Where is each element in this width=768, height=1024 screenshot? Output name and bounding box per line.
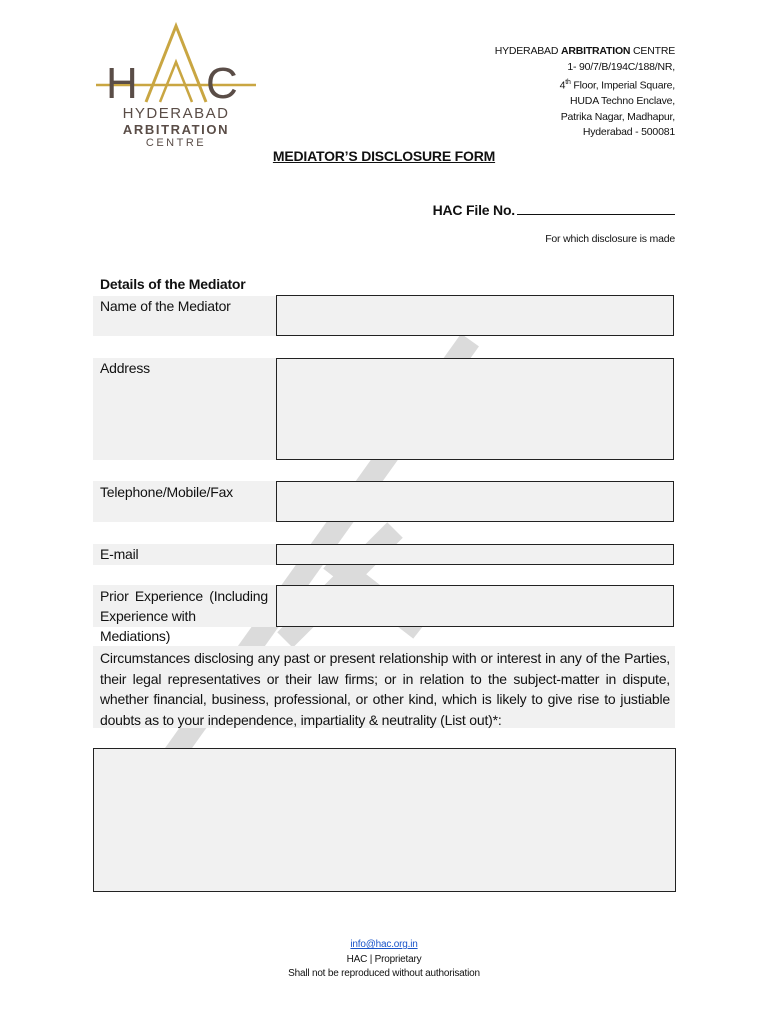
experience-label xyxy=(100,586,268,646)
experience-label-line-1: Prior Experience (Including xyxy=(100,588,268,604)
telephone-input-box[interactable] xyxy=(276,481,674,522)
logo-word-arbitration: ARBITRATION xyxy=(122,122,230,137)
address-line-1: 1- 90/7/B/194C/188/NR, xyxy=(567,60,675,73)
footer-notice: Shall not be reproduced without authorisation xyxy=(288,968,480,979)
name-input-box[interactable] xyxy=(276,295,674,336)
email-label: E-mail xyxy=(100,546,139,562)
logo-letter-h: H xyxy=(106,59,138,108)
file-no-note: For which disclosure is made xyxy=(545,233,675,245)
name-label: Name of the Mediator xyxy=(100,298,231,314)
experience-input-box[interactable] xyxy=(276,585,674,627)
telephone-label: Telephone/Mobile/Fax xyxy=(100,484,233,500)
address-block xyxy=(495,44,675,141)
address-line-2: 4th Floor, Imperial Square, xyxy=(559,79,675,92)
address-label: Address xyxy=(100,360,150,376)
hac-logo xyxy=(96,22,256,149)
address-line-4: Patrika Nagar, Madhapur, xyxy=(560,110,675,123)
logo-word-centre: CENTRE xyxy=(145,137,207,149)
form-title: MEDIATOR’S DISCLOSURE FORM xyxy=(272,148,496,164)
footer-email-link[interactable]: info@hac.org.in xyxy=(350,939,418,950)
logo-word-hyderabad: HYDERABAD xyxy=(122,105,230,122)
logo-letter-c: C xyxy=(206,59,238,108)
circumstances-input-box[interactable] xyxy=(93,748,676,892)
footer xyxy=(0,938,768,982)
circumstances-text: Circumstances disclosing any past or present relationship with or interest in any of the Parties, their legal representatives or their law firms; or in relation to the subject-matter in dispute, whether financial, business, professional, or other kind, which is likely to give rise to justiable doubts as to your independence, impartiality & neutrality (List out)*: xyxy=(100,650,670,728)
file-no-field[interactable]: HAC File No. xyxy=(433,202,675,218)
footer-proprietary: HAC | Proprietary xyxy=(346,953,422,965)
org-name: HYDERABAD ARBITRATION CENTRE xyxy=(494,45,675,57)
section-title: Details of the Mediator xyxy=(100,276,246,292)
address-line-3: HUDA Techno Enclave, xyxy=(570,95,675,108)
address-input-box[interactable] xyxy=(276,358,674,460)
email-input-box[interactable] xyxy=(276,544,674,565)
experience-label-line-2: Experience with Mediations) xyxy=(100,608,196,644)
address-line-5: Hyderabad - 500081 xyxy=(582,126,675,139)
file-no-blank-line[interactable] xyxy=(517,202,675,215)
